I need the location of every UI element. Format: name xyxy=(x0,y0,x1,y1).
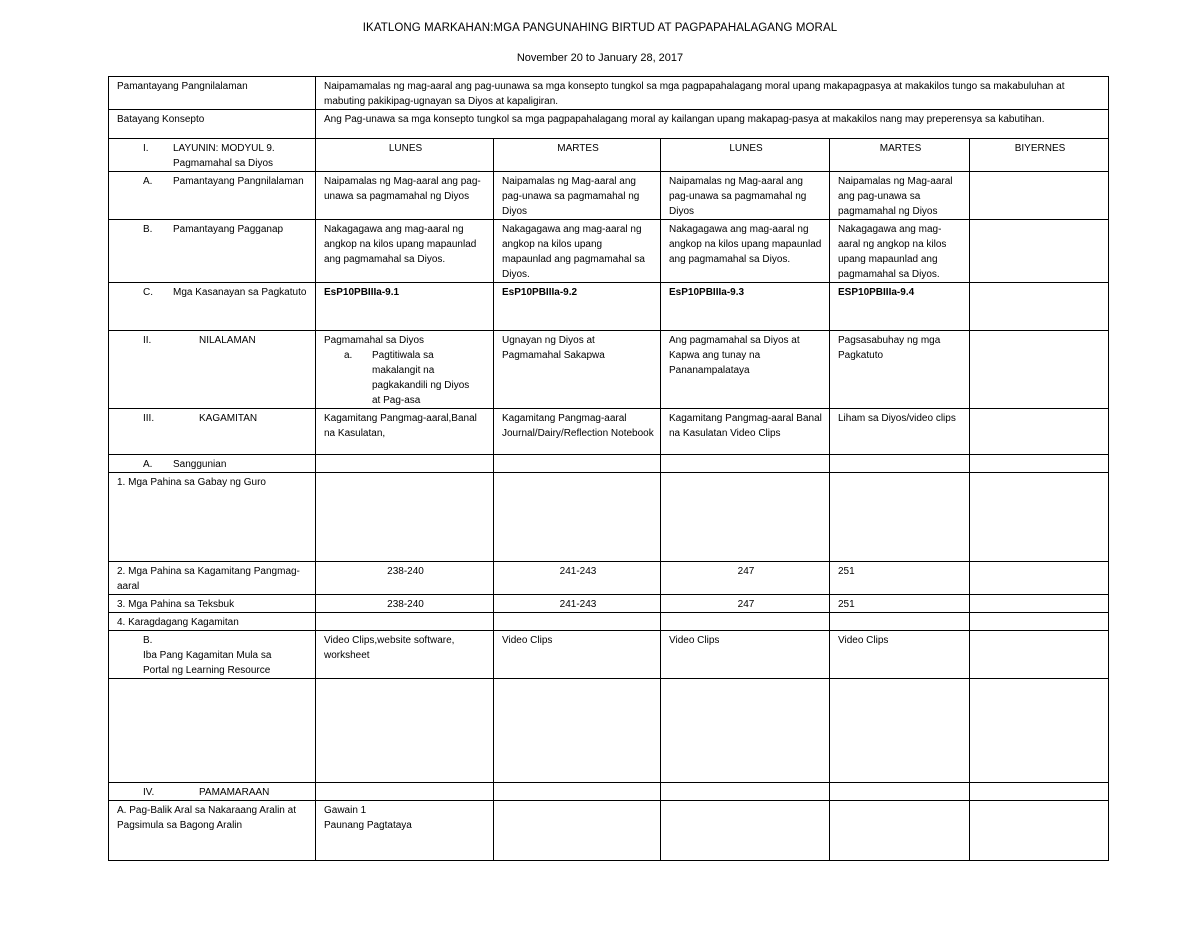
table-cell xyxy=(494,801,661,861)
kagamitan-label-cell xyxy=(109,409,316,455)
table-cell xyxy=(970,783,1109,801)
kasanayan-label-cell xyxy=(109,283,316,331)
table-row xyxy=(109,409,1109,455)
table-cell xyxy=(970,172,1109,220)
competency-code: EsP10PBIIIa-9.2 xyxy=(494,283,661,331)
balik-aral-cell xyxy=(316,801,494,861)
page-range: 247 xyxy=(661,562,830,595)
iba-pang-label-cell xyxy=(109,631,316,679)
table-cell xyxy=(830,473,970,562)
page-range: 251 xyxy=(830,562,970,595)
row-label: 1. Mga Pahina sa Gabay ng Guro xyxy=(109,473,316,562)
table-cell xyxy=(970,613,1109,631)
row-label: Pamantayang Pangnilalaman xyxy=(173,176,304,187)
table-cell: Video Clips xyxy=(494,631,661,679)
layunin-label: LAYUNIN: MODYUL 9. xyxy=(173,143,275,154)
table-cell xyxy=(830,783,970,801)
row-label: Sanggunian xyxy=(173,459,227,470)
table-row xyxy=(109,283,1109,331)
table-cell xyxy=(661,783,830,801)
table-cell xyxy=(109,679,316,783)
table-row xyxy=(109,562,1109,595)
day-header: MARTES xyxy=(830,139,970,172)
table-row xyxy=(109,613,1109,631)
table-cell: Kagamitang Pangmag-aaral Banal na Kasulatan Video Clips xyxy=(661,409,830,455)
table-cell xyxy=(661,801,830,861)
table-row xyxy=(109,220,1109,283)
page-range: 241-243 xyxy=(494,562,661,595)
page-range: 247 xyxy=(661,595,830,613)
day-header: LUNES xyxy=(316,139,494,172)
table-row xyxy=(109,595,1109,613)
table-cell xyxy=(970,455,1109,473)
page-range: 238-240 xyxy=(316,595,494,613)
table-cell xyxy=(970,631,1109,679)
table-row xyxy=(109,631,1109,679)
table-cell xyxy=(970,562,1109,595)
table-cell xyxy=(970,679,1109,783)
pamantayang-pangnilalaman-text: Naipamamalas ng mag-aaral ang pag-uunawa sa mga konsepto tungkol sa mga pagpapahalagang moral upang makapagpasya at makakilos tungo sa makabuluhan at mabuting pakikipag-ugnayan sa Diyos at kapaligiran. xyxy=(316,77,1109,110)
table-cell xyxy=(316,679,494,783)
row-label: Iba Pang Kagamitan Mula sa Portal ng Learning Resource xyxy=(143,650,272,676)
table-cell xyxy=(970,331,1109,409)
row-label: 2. Mga Pahina sa Kagamitang Pangmag-aaral xyxy=(109,562,316,595)
table-cell xyxy=(661,679,830,783)
table-cell: Nakagagawa ang mag-aaral ng angkop na kilos upang mapaunlad ang pagmamahal sa Diyos. xyxy=(661,220,830,283)
label-batayang-konsepto: Batayang Konsepto xyxy=(109,110,316,139)
table-cell xyxy=(970,473,1109,562)
table-row xyxy=(109,455,1109,473)
row-label: KAGAMITAN xyxy=(199,413,258,424)
table-row xyxy=(109,473,1109,562)
table-cell: Liham sa Diyos/video clips xyxy=(830,409,970,455)
sanggunian-label-cell xyxy=(109,455,316,473)
row-label: 3. Mga Pahina sa Teksbuk xyxy=(109,595,316,613)
table-row xyxy=(109,139,1109,172)
table-cell: Naipamalas ng Mag-aaral ang pag-unawa sa pagmamahal ng Diyos xyxy=(830,172,970,220)
table-cell: Nakagagawa ang mag-aaral ng angkop na kilos upang mapaunlad ang pagmamahal sa Diyos. xyxy=(316,220,494,283)
table-cell: Ugnayan ng Diyos at Pagmamahal Sakapwa xyxy=(494,331,661,409)
row-label: PAMAMARAAN xyxy=(199,787,270,798)
competency-code: ESP10PBIIIa-9.4 xyxy=(830,283,970,331)
table-cell xyxy=(830,613,970,631)
roman-numeral: II. xyxy=(143,335,152,346)
page-range: 251 xyxy=(830,595,970,613)
letter: B. xyxy=(143,635,153,646)
table-cell xyxy=(494,455,661,473)
table-cell xyxy=(316,473,494,562)
day-header: LUNES xyxy=(661,139,830,172)
table-cell: Video Clips,website software, worksheet xyxy=(316,631,494,679)
table-row xyxy=(109,172,1109,220)
day-header: BIYERNES xyxy=(970,139,1109,172)
table-cell xyxy=(830,455,970,473)
date-range: November 20 to January 28, 2017 xyxy=(516,52,684,64)
table-cell: Ang pagmamahal sa Diyos at Kapwa ang tunay na Pananampalataya xyxy=(661,331,830,409)
roman-numeral: I. xyxy=(143,143,149,154)
table-cell: Kagamitang Pangmag-aaral,Banal na Kasulatan, xyxy=(316,409,494,455)
sub-letter: a. xyxy=(344,350,353,361)
letter: B. xyxy=(143,224,153,235)
layunin-header xyxy=(109,139,316,172)
table-row xyxy=(109,801,1109,861)
table-cell: Kagamitang Pangmag-aaral Journal/Dairy/Reflection Notebook xyxy=(494,409,661,455)
page-range: 241-243 xyxy=(494,595,661,613)
table-cell: Naipamalas ng Mag-aaral ang pag-unawa sa pagmamahal ng Diyos xyxy=(316,172,494,220)
table-cell xyxy=(970,220,1109,283)
table-cell xyxy=(830,679,970,783)
row-label: A. Pag-Balik Aral sa Nakaraang Aralin at Pagsimula sa Bagong Aralin xyxy=(109,801,316,861)
table-cell xyxy=(970,801,1109,861)
activity-description: Paunang Pagtataya xyxy=(324,820,412,831)
table-cell: Nakagagawa ang mag-aaral ng angkop na kilos upang mapaunlad ang pagmamahal sa Diyos. xyxy=(830,220,970,283)
table-row xyxy=(109,77,1109,110)
table-cell xyxy=(970,283,1109,331)
layunin-module: Pagmamahal sa Diyos xyxy=(173,158,274,169)
row-label: NILALAMAN xyxy=(199,335,256,346)
table-cell xyxy=(494,613,661,631)
nilalaman-subitem xyxy=(324,348,487,408)
table-cell xyxy=(316,455,494,473)
pamantayang-label-cell xyxy=(109,172,316,220)
pagganap-label-cell xyxy=(109,220,316,283)
table-cell: Video Clips xyxy=(661,631,830,679)
table-cell: Naipamalas ng Mag-aaral ang pag-unawa sa pagmamahal ng Diyos xyxy=(494,172,661,220)
table-row xyxy=(109,110,1109,139)
table-cell xyxy=(494,679,661,783)
document-title: IKATLONG MARKAHAN:MGA PANGUNAHING BIRTUD AT PAGPAPAHALAGANG MORAL xyxy=(362,22,838,34)
row-label: Mga Kasanayan sa Pagkatuto xyxy=(173,287,307,298)
activity-label: Gawain 1 xyxy=(324,805,367,816)
table-cell xyxy=(316,783,494,801)
lesson-plan-table xyxy=(108,76,1109,861)
table-cell xyxy=(494,783,661,801)
table-cell xyxy=(661,455,830,473)
row-label: 4. Karagdagang Kagamitan xyxy=(109,613,316,631)
letter: A. xyxy=(143,459,153,470)
page-range: 238-240 xyxy=(316,562,494,595)
pamamaraan-label-cell xyxy=(109,783,316,801)
table-row xyxy=(109,331,1109,409)
table-cell xyxy=(661,473,830,562)
row-label: Pamantayang Pagganap xyxy=(173,224,284,235)
table-row xyxy=(109,679,1109,783)
letter: C. xyxy=(143,287,153,298)
table-cell xyxy=(970,595,1109,613)
table-cell: Nakagagawa ang mag-aaral ng angkop na kilos upang mapaunlad ang pagmamahal sa Diyos. xyxy=(494,220,661,283)
label-pamantayang-pangnilalaman: Pamantayang Pangnilalaman xyxy=(109,77,316,110)
competency-code: EsP10PBIIIa-9.1 xyxy=(316,283,494,331)
competency-code: EsP10PBIIIa-9.3 xyxy=(661,283,830,331)
letter: A. xyxy=(143,176,153,187)
nilalaman-title: Pagmamahal sa Diyos xyxy=(324,335,425,346)
table-cell: Pagsasabuhay ng mga Pagkatuto xyxy=(830,331,970,409)
roman-numeral: IV. xyxy=(143,787,155,798)
nilalaman-label-cell xyxy=(109,331,316,409)
table-cell xyxy=(970,409,1109,455)
table-cell xyxy=(661,613,830,631)
table-cell xyxy=(494,473,661,562)
table-cell xyxy=(316,613,494,631)
table-cell: Naipamalas ng Mag-aaral ang pag-unawa sa pagmamahal ng Diyos xyxy=(661,172,830,220)
day-header: MARTES xyxy=(494,139,661,172)
nilalaman-cell-1 xyxy=(316,331,494,409)
sub-text: Pagtitiwala sa makalangit na pagkakandili ng Diyos at Pag-asa xyxy=(372,350,470,406)
table-cell: Video Clips xyxy=(830,631,970,679)
table-cell xyxy=(830,801,970,861)
batayang-konsepto-text: Ang Pag-unawa sa mga konsepto tungkol sa mga pagpapahalagang moral ay kailangan upang makapag-pasya at makakilos nang may preperensya sa kabutihan. xyxy=(316,110,1109,139)
table-row xyxy=(109,783,1109,801)
roman-numeral: III. xyxy=(143,413,155,424)
